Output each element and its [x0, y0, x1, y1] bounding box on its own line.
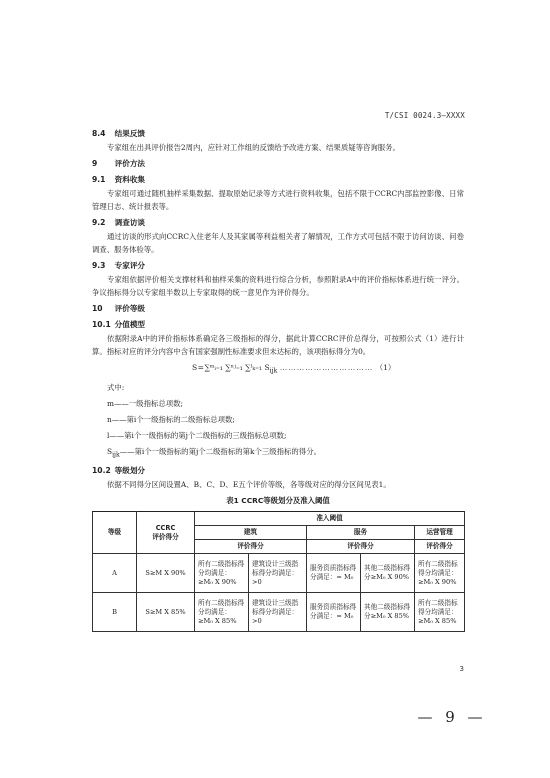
section-title: 分值模型	[114, 320, 146, 329]
section-title: 等级划分	[114, 466, 146, 476]
section-title: 评价方法	[114, 159, 146, 168]
section-number: 9.2	[92, 218, 106, 227]
section-8-4-text: 专家组在出具评价报告2周内，应针对工作组的反馈给予改进方案、结果质疑等咨询服务。	[107, 143, 400, 152]
header-ops: 运营管理	[415, 526, 465, 540]
cell-score: S≥M X 90%	[137, 554, 195, 593]
section-10-1-heading	[92, 318, 464, 331]
section-title: 评价等级	[114, 304, 146, 313]
header-building-sub: 评价得分	[195, 540, 307, 554]
section-9-1-text: 专家组可通过随机抽样采集数据、提取原始记录等方式进行资料收集，包括不限于CCRC内部监控影像、日常管理日志、统计报表等。	[92, 189, 464, 211]
header-service-sub: 评价得分	[307, 540, 415, 554]
section-number: 10.1	[92, 320, 111, 329]
cell-grade: B	[93, 593, 137, 632]
cell-service-1: 服务资质指标得分满足：= M₀	[307, 593, 361, 632]
definitions-intro: 式中:	[107, 383, 125, 392]
definition-n: n——第i个一级指标的二级指标总项数;	[107, 415, 235, 424]
section-9-2-text: 通过访谈的形式向CCRC入住老年人及其家属等利益相关者了解情况，工作方式可包括不限于访问访谈、问卷调查、服务体验等。	[92, 232, 464, 254]
formula-leader-dots: ……………………………	[279, 363, 374, 372]
definition-l: l——第i个一级指标的第j个二级指标的三级指标总项数;	[107, 431, 287, 440]
cell-service-2: 其他二级指标得分≥M₀ X 85%	[361, 593, 415, 632]
definition-s-subscript: ijk	[112, 451, 120, 459]
section-title: 资料收集	[114, 175, 146, 184]
section-10-2-text: 依据不同得分区间设置A、B、C、D、E五个评价等级，各等级对应的得分区间见表1。	[107, 480, 391, 490]
section-10-1-text: 依据附录A中的评价指标体系确定各三级指标的得分，据此计算CCRC评价总得分，可按照公式（1）进行计算。指标对应的评分内容中含有国家强制性标准要求但未达标的，该项指标得分为0。	[92, 334, 464, 356]
header-threshold: 准入阈值	[195, 512, 465, 526]
section-9-2-heading	[92, 216, 464, 229]
formula-subscript: ijk	[269, 367, 278, 375]
section-10-2-heading	[92, 464, 464, 477]
header-ccrc-sub: 评价得分	[152, 532, 179, 541]
cell-service-1: 服务资质指标得分满足：= M₀	[307, 554, 361, 593]
header-grade: 等级	[93, 512, 137, 554]
section-number: 10.2	[92, 466, 111, 476]
formula-expression: ∑ᵐᵢ₌₁ ∑ⁿʲ₌₁ ∑ˡₖ₌₁ S	[204, 363, 270, 372]
section-number: 9.1	[92, 175, 106, 184]
header-ccrc-label: CCRC	[155, 523, 176, 532]
cell-building-2: 建筑设计三级指标得分均满足：>0	[249, 554, 307, 593]
header-service: 服务	[307, 526, 415, 540]
table-row	[93, 554, 465, 593]
formula-lhs: S=	[192, 363, 205, 372]
cell-grade: A	[93, 554, 137, 593]
section-number: 9	[92, 159, 98, 168]
section-10-heading	[92, 302, 464, 315]
folio-number: — 9 —	[417, 708, 487, 726]
section-9-3-heading	[92, 259, 464, 272]
table-row	[93, 593, 465, 632]
cell-ops: 所有二级指标得分均满足：≥M₀ X 85%	[415, 593, 465, 632]
definition-s-text: ——第i个一级指标的第j个二级指标的第k个三级指标的得分。	[119, 447, 321, 456]
section-8-4-heading	[92, 127, 464, 140]
definition-s	[92, 445, 464, 461]
score-formula	[92, 361, 464, 377]
definition-s-symbol: S	[107, 447, 113, 456]
section-title: 调查访谈	[114, 218, 146, 227]
header-ccrc	[137, 512, 195, 554]
header-ops-sub: 评价得分	[415, 540, 465, 554]
cell-ops: 所有二级指标得分均满足：≥M₀ X 90%	[415, 554, 465, 593]
section-number: 10	[92, 304, 103, 313]
section-9-heading	[92, 157, 464, 170]
grade-threshold-table	[92, 511, 465, 632]
cell-building-2: 建筑设计三级指标得分均满足：>0	[249, 593, 307, 632]
document-body	[92, 124, 464, 632]
section-9-3-text: 专家组依据评价相关支撑材料和抽样采集的资料进行综合分析，参照附录A中的评价指标体系进行统一评分。争议指标得分以专家组半数以上专家取得的统一意见作为评价得分。	[92, 275, 464, 297]
section-title: 专家评分	[114, 261, 146, 270]
section-9-1-heading	[92, 173, 464, 186]
cell-building-1: 所有二级指标得分均满足：≥M₀ X 85%	[195, 593, 249, 632]
cell-building-1: 所有二级指标得分均满足：≥M₀ X 90%	[195, 554, 249, 593]
page-number: 3	[459, 665, 464, 673]
cell-score: S≥M X 85%	[137, 593, 195, 632]
table-title: 表1 CCRC等级划分及准入阈值	[226, 496, 330, 506]
section-number: 8.4	[92, 129, 106, 138]
cell-service-2: 其他二级指标得分≥M₀ X 90%	[361, 554, 415, 593]
header-building: 建筑	[195, 526, 307, 540]
section-title: 结果反馈	[114, 129, 146, 138]
standard-code: T/CSI 0024.3—XXXX	[384, 111, 465, 120]
definition-m: m——一级指标总项数;	[107, 399, 184, 408]
section-number: 9.3	[92, 261, 106, 270]
formula-equation-number: （1）	[375, 363, 396, 372]
